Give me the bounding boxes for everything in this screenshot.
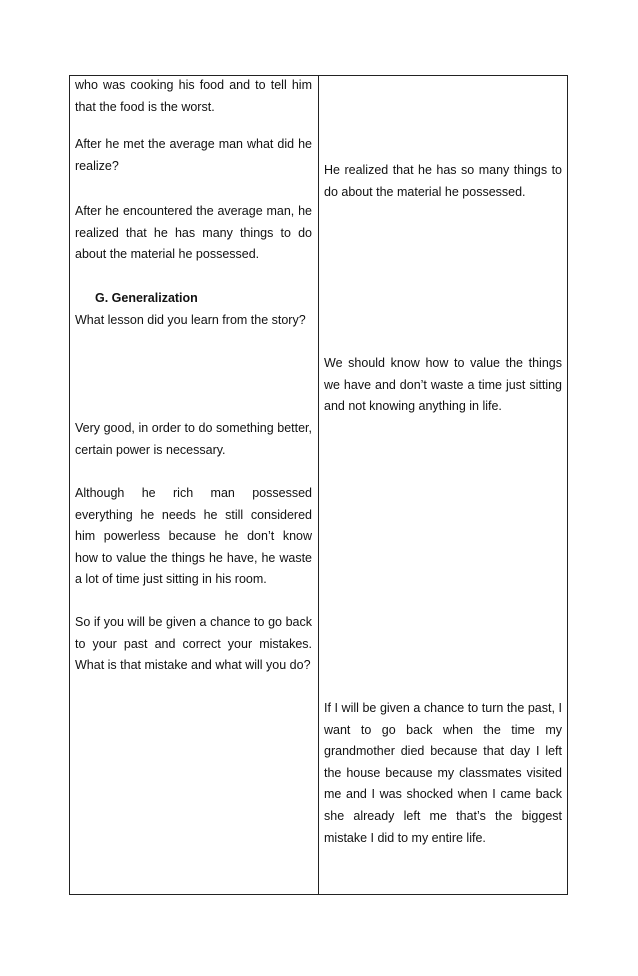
intro-text: who was cooking his food and to tell him that the food is the worst. bbox=[75, 78, 312, 114]
section-heading: G. Generalization bbox=[95, 291, 198, 305]
question-realize: After he met the average man what did he realize? bbox=[75, 137, 312, 173]
question-lesson: What lesson did you learn from the story? bbox=[75, 313, 306, 327]
column-divider bbox=[318, 75, 319, 895]
question-past: So if you will be given a chance to go back to your past and correct your mistakes. What is that mistake and what will you do? bbox=[75, 615, 312, 673]
answer-realize-right: He realized that he has so many things to do about the material he possessed. bbox=[324, 163, 562, 199]
paragraph-rich-man: Although he rich man possessed everything he needs he still considered him powerless because he don’t know how to value the things he have, he waste a lot of time just sitting in his room. bbox=[75, 486, 312, 587]
teacher-response: Very good, in order to do something better, certain power is necessary. bbox=[75, 421, 312, 457]
answer-lesson: We should know how to value the things we have and don’t waste a time just sitting and not knowing anything in life. bbox=[324, 356, 562, 414]
answer-realize-left: After he encountered the average man, he realized that he has many things to do about the material he possessed. bbox=[75, 204, 312, 262]
answer-past: If I will be given a chance to turn the past, I want to go back when the time my grandmother died because that day I left the house because my classmates visited me and I was shocked when I came back she already left me that’s the biggest mistake I did to my entire life. bbox=[324, 701, 562, 845]
